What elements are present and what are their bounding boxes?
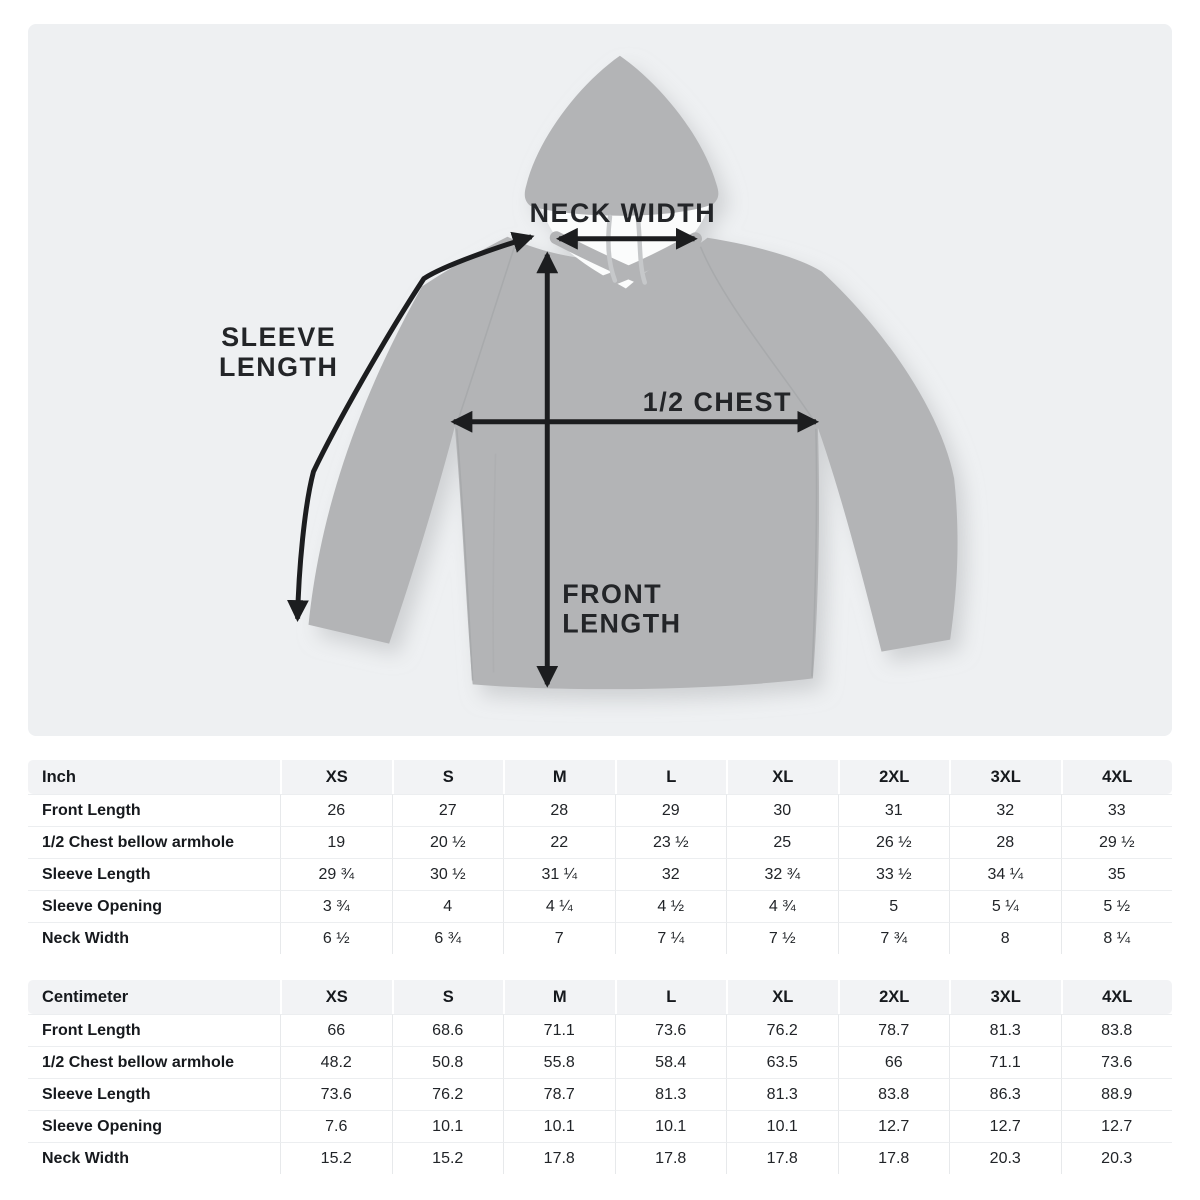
measurement-value: 10.1 (392, 1110, 504, 1142)
measurement-label: Sleeve Opening (28, 890, 280, 922)
measurement-value: 29 (615, 794, 727, 826)
measurement-value: 30 ½ (392, 858, 504, 890)
size-column-header: XL (726, 980, 838, 1014)
measurement-value: 81.3 (726, 1078, 838, 1110)
size-column-header: L (615, 980, 727, 1014)
measurement-value: 26 ½ (838, 826, 950, 858)
measurement-label: Sleeve Length (28, 1078, 280, 1110)
measurement-value: 25 (726, 826, 838, 858)
size-column-header: 3XL (949, 760, 1061, 794)
size-column-header: S (392, 980, 504, 1014)
measurement-value: 76.2 (392, 1078, 504, 1110)
measurement-value: 12.7 (949, 1110, 1061, 1142)
measurement-value: 78.7 (503, 1078, 615, 1110)
measurement-value: 32 (615, 858, 727, 890)
measurement-value: 66 (280, 1014, 392, 1046)
measurement-label: Neck Width (28, 922, 280, 954)
size-table-centimeter (28, 980, 1172, 1174)
measurement-value: 32 ¾ (726, 858, 838, 890)
header-row (28, 760, 1172, 794)
measurement-value: 71.1 (503, 1014, 615, 1046)
measurement-value: 78.7 (838, 1014, 950, 1046)
measurement-value: 12.7 (838, 1110, 950, 1142)
measurement-value: 23 ½ (615, 826, 727, 858)
neck-width-label: NECK WIDTH (529, 197, 717, 228)
measurement-value: 31 ¼ (503, 858, 615, 890)
measurement-value: 73.6 (280, 1078, 392, 1110)
measurement-value: 7 ½ (726, 922, 838, 954)
measurement-value: 7 ¾ (838, 922, 950, 954)
measurement-value: 27 (392, 794, 504, 826)
size-column-header: XS (280, 980, 392, 1014)
measurement-value: 4 ¼ (503, 890, 615, 922)
measurement-value: 8 ¼ (1061, 922, 1173, 954)
measurement-value: 33 ½ (838, 858, 950, 890)
measurement-label: 1/2 Chest bellow armhole (28, 1046, 280, 1078)
measurement-value: 34 ¼ (949, 858, 1061, 890)
measurement-label: 1/2 Chest bellow armhole (28, 826, 280, 858)
measurement-value: 29 ½ (1061, 826, 1173, 858)
measurement-value: 55.8 (503, 1046, 615, 1078)
measurement-value: 32 (949, 794, 1061, 826)
measurement-value: 7 (503, 922, 615, 954)
measurement-value: 17.8 (615, 1142, 727, 1174)
measurement-value: 20.3 (1061, 1142, 1173, 1174)
measurement-value: 50.8 (392, 1046, 504, 1078)
measurement-value: 19 (280, 826, 392, 858)
measurement-value: 81.3 (949, 1014, 1061, 1046)
measurement-value: 17.8 (838, 1142, 950, 1174)
size-column-header: 4XL (1061, 980, 1173, 1014)
measurement-value: 63.5 (726, 1046, 838, 1078)
table-row (28, 922, 1172, 954)
measurement-value: 4 ¾ (726, 890, 838, 922)
measurement-value: 3 ¾ (280, 890, 392, 922)
measurement-value: 10.1 (503, 1110, 615, 1142)
measurement-label: Front Length (28, 794, 280, 826)
table-row (28, 890, 1172, 922)
measurement-value: 6 ¾ (392, 922, 504, 954)
hoodie-measurement-diagram (28, 24, 1172, 736)
measurement-value: 10.1 (615, 1110, 727, 1142)
measurement-value: 33 (1061, 794, 1173, 826)
measurement-value: 10.1 (726, 1110, 838, 1142)
measurement-value: 17.8 (726, 1142, 838, 1174)
table-row (28, 858, 1172, 890)
measurement-value: 15.2 (392, 1142, 504, 1174)
table-row (28, 1142, 1172, 1174)
measurement-value: 5 ½ (1061, 890, 1173, 922)
measurement-value: 28 (503, 794, 615, 826)
measurement-label: Sleeve Opening (28, 1110, 280, 1142)
measurement-value: 7 ¼ (615, 922, 727, 954)
measurement-value: 15.2 (280, 1142, 392, 1174)
measurement-value: 5 ¼ (949, 890, 1061, 922)
measurement-value: 22 (503, 826, 615, 858)
size-table-inch (28, 760, 1172, 954)
measurement-value: 86.3 (949, 1078, 1061, 1110)
measurement-value: 4 ½ (615, 890, 727, 922)
size-column-header: XL (726, 760, 838, 794)
half-chest-label: 1/2 CHEST (642, 386, 792, 417)
measurement-label: Sleeve Length (28, 858, 280, 890)
front-length-label-line2: LENGTH (562, 608, 682, 639)
measurement-value: 83.8 (1061, 1014, 1173, 1046)
measurement-value: 66 (838, 1046, 950, 1078)
size-column-header: XS (280, 760, 392, 794)
measurement-value: 81.3 (615, 1078, 727, 1110)
size-column-header: 2XL (838, 980, 950, 1014)
size-column-header: S (392, 760, 504, 794)
sleeve-length-label-line2: LENGTH (219, 352, 339, 383)
measurement-label: Neck Width (28, 1142, 280, 1174)
unit-header: Centimeter (28, 980, 280, 1014)
measurement-value: 31 (838, 794, 950, 826)
size-column-header: M (503, 980, 615, 1014)
header-row (28, 980, 1172, 1014)
measurement-value: 12.7 (1061, 1110, 1173, 1142)
measurement-value: 30 (726, 794, 838, 826)
table-row (28, 1110, 1172, 1142)
size-column-header: 2XL (838, 760, 950, 794)
table-row (28, 1078, 1172, 1110)
measurement-value: 4 (392, 890, 504, 922)
measurement-value: 7.6 (280, 1110, 392, 1142)
table-row (28, 1014, 1172, 1046)
size-column-header: M (503, 760, 615, 794)
measurement-value: 20.3 (949, 1142, 1061, 1174)
size-column-header: 4XL (1061, 760, 1173, 794)
size-column-header: 3XL (949, 980, 1061, 1014)
measurement-value: 48.2 (280, 1046, 392, 1078)
measurement-value: 73.6 (615, 1014, 727, 1046)
measurement-value: 8 (949, 922, 1061, 954)
hoodie-hood (525, 56, 719, 216)
size-column-header: L (615, 760, 727, 794)
table-row (28, 1046, 1172, 1078)
measurement-value: 17.8 (503, 1142, 615, 1174)
measurement-value: 68.6 (392, 1014, 504, 1046)
measurement-diagram-panel (28, 24, 1172, 736)
front-length-label-line1: FRONT (562, 578, 663, 609)
table-row (28, 826, 1172, 858)
measurement-value: 73.6 (1061, 1046, 1173, 1078)
measurement-value: 76.2 (726, 1014, 838, 1046)
measurement-value: 20 ½ (392, 826, 504, 858)
measurement-label: Front Length (28, 1014, 280, 1046)
measurement-value: 6 ½ (280, 922, 392, 954)
unit-header: Inch (28, 760, 280, 794)
table-row (28, 794, 1172, 826)
measurement-value: 71.1 (949, 1046, 1061, 1078)
sleeve-length-label-line1: SLEEVE (221, 322, 337, 353)
measurement-value: 5 (838, 890, 950, 922)
measurement-value: 83.8 (838, 1078, 950, 1110)
measurement-value: 28 (949, 826, 1061, 858)
measurement-value: 35 (1061, 858, 1173, 890)
measurement-value: 58.4 (615, 1046, 727, 1078)
measurement-value: 29 ¾ (280, 858, 392, 890)
measurement-value: 26 (280, 794, 392, 826)
measurement-value: 88.9 (1061, 1078, 1173, 1110)
